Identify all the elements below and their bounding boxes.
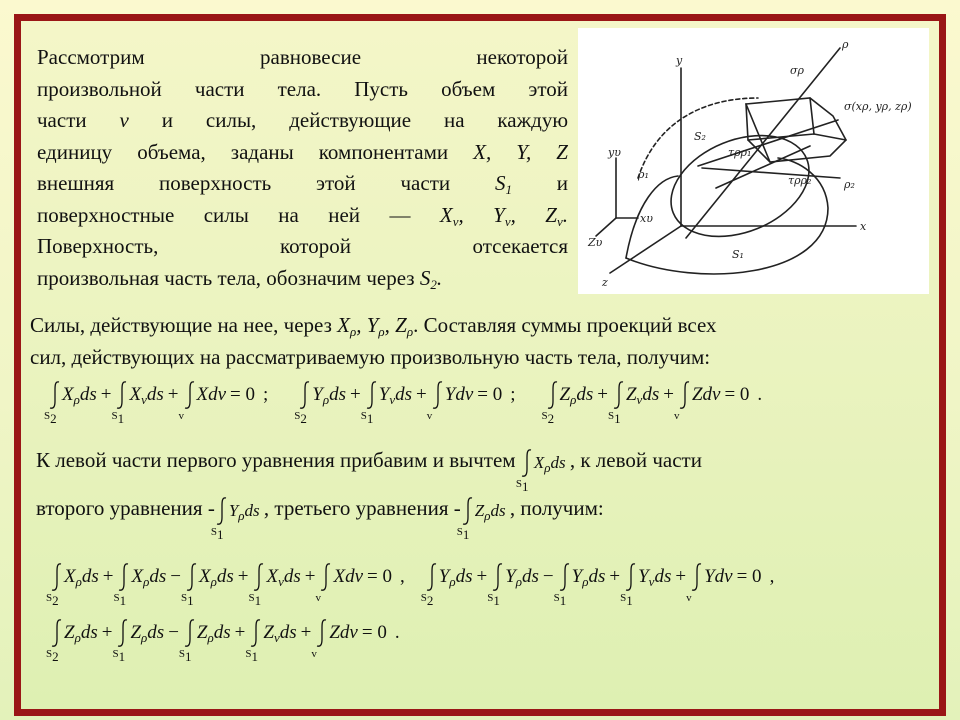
- integral-limit: $S_1$: [245, 648, 258, 664]
- operator: +: [476, 566, 488, 587]
- label-y: y: [676, 54, 683, 67]
- sub-2: 2: [430, 276, 437, 292]
- integrand: $X_v$: [266, 566, 284, 589]
- text-oboznachim: произвольная часть тела, обозначим через: [37, 265, 415, 290]
- integral-sign: [311, 618, 329, 660]
- integral-sign: [420, 562, 439, 608]
- label-xv: xυ: [640, 212, 653, 225]
- integral-sign: [178, 618, 197, 664]
- sym-xp: X: [337, 313, 350, 337]
- cont-line-2: сил, действующих на рассматриваемую произвольную часть тела, получим:: [30, 345, 711, 369]
- text-surface: внешняя поверхность этой части: [37, 171, 451, 195]
- integral-sign: [541, 380, 560, 426]
- inline-integral-z: [456, 500, 510, 543]
- differential: ds: [213, 622, 231, 643]
- integrand: $X_\rho$: [64, 566, 82, 589]
- operator: .: [757, 384, 763, 405]
- integral-sign: [487, 562, 505, 608]
- label-tau2: τρρ₂: [788, 174, 812, 187]
- var-v: v: [119, 108, 129, 132]
- differential: ds: [588, 566, 606, 587]
- operator: +: [597, 384, 608, 405]
- integral-limit: v: [426, 410, 433, 422]
- axis-z-line: [610, 226, 681, 273]
- differential: dv: [208, 384, 227, 405]
- integrand: $Y_\rho$: [228, 501, 245, 524]
- cont-line-1: Силы, действующие на нее, через $X_\rho$, $Y_\rho$, $Z_\rho$. Составляя суммы проекций всех: [30, 313, 717, 339]
- tau2-arrow-line: [702, 168, 840, 178]
- operator: +: [237, 566, 249, 587]
- add-sub-line-1: [36, 448, 702, 495]
- operator: +: [234, 622, 246, 643]
- integral-sign: [294, 380, 312, 426]
- differential: ds: [490, 501, 506, 521]
- add-sub-text-d: , третьего уравнения -: [263, 496, 461, 520]
- sym-yv: Y: [493, 202, 505, 227]
- intro-line-3: [37, 105, 568, 137]
- integral-limit: $S_1$: [112, 648, 126, 664]
- text-poverhnost: Поверхность,: [37, 234, 159, 258]
- integral-limit: v: [673, 410, 680, 422]
- differential: ds: [654, 566, 672, 587]
- continuation-paragraph: [30, 310, 920, 374]
- integral-sign: [315, 562, 333, 604]
- integral-limit: $S_2$: [44, 410, 57, 426]
- cont-text-b: . Составляя суммы проекций всех: [413, 313, 717, 337]
- operator: −: [168, 622, 179, 643]
- integrand: $Y_\rho$: [312, 384, 330, 407]
- operator: ,: [769, 566, 775, 587]
- differential: dv: [702, 384, 721, 405]
- equations-row-3: [46, 618, 404, 664]
- local-axis-z-line: [596, 218, 616, 236]
- integral-limit: $S_2$: [541, 410, 555, 426]
- differential: ds: [244, 501, 260, 521]
- integrand: $Z_v$: [263, 622, 280, 645]
- integral-limit: $S_1$: [607, 410, 621, 426]
- integral-limit: $S_1$: [553, 592, 567, 608]
- label-z: z: [602, 276, 608, 289]
- operator: = 0: [361, 622, 387, 643]
- integral-limit: $S_2$: [46, 592, 59, 608]
- integral-sign: [245, 618, 263, 664]
- operator: = 0: [367, 566, 392, 587]
- operator: +: [350, 384, 361, 405]
- integral-limit: $S_2$: [420, 592, 434, 608]
- operator: +: [675, 566, 687, 587]
- integral-sign: [111, 380, 129, 426]
- operator: +: [101, 622, 113, 643]
- equations-row-2: [46, 562, 778, 608]
- integral-limit: $S_1$: [210, 526, 224, 543]
- intro-line-4: [37, 137, 568, 169]
- operator: −: [170, 566, 181, 587]
- integral-sign: [113, 562, 131, 608]
- differential: ds: [279, 622, 297, 643]
- operator: +: [416, 384, 427, 405]
- sym-zv: Z: [545, 202, 557, 227]
- integral-sign: [44, 380, 62, 426]
- sym-zp: Z: [395, 313, 407, 337]
- components-xyz: X, Y, Z: [473, 139, 568, 164]
- add-sub-line-2: [36, 496, 604, 543]
- integrand: Y: [704, 566, 715, 587]
- sub-rho-z: ρ: [406, 324, 414, 339]
- label-x: x: [860, 220, 867, 233]
- differential: dv: [345, 566, 364, 587]
- integrand: $Y_\rho$: [505, 566, 523, 589]
- integral-limit: $S_1$: [111, 410, 125, 426]
- label-zv: Zυ: [588, 236, 603, 249]
- integral-sign: [210, 496, 229, 543]
- differential: ds: [146, 384, 164, 405]
- integral-sign: [456, 496, 475, 543]
- differential: ds: [149, 566, 167, 587]
- text-chasti: части: [37, 108, 87, 132]
- text-surface-forces: поверхностные силы на ней —: [37, 202, 411, 227]
- integral-sign: [248, 562, 266, 608]
- integrand: Y: [444, 384, 456, 405]
- differential: ds: [283, 566, 301, 587]
- operator: −: [542, 566, 554, 587]
- operator: = 0: [477, 384, 503, 405]
- integrand: $Y_v$: [638, 566, 655, 589]
- cont-text-a: Силы, действующие на нее, через: [30, 313, 332, 337]
- integral-limit: $S_1$: [487, 592, 500, 608]
- stress-diagram-svg: [578, 28, 929, 294]
- differential: ds: [642, 384, 660, 405]
- integral-sign: [607, 380, 626, 426]
- text-otsekaetsya: отсекается: [472, 234, 568, 258]
- integrand: Z: [691, 384, 703, 405]
- sub-v-y: v: [504, 213, 511, 229]
- sub-v-x: v: [452, 213, 459, 229]
- operator: +: [300, 622, 312, 643]
- operator: = 0: [736, 566, 762, 587]
- integral-sign: [46, 562, 64, 608]
- inline-integral-y: [210, 500, 264, 543]
- intro-line-5: [37, 168, 568, 200]
- intro-line-6: поверхностные силы на ней — $X_v$, $Y_v$, $Z_v$.: [37, 202, 569, 229]
- integrand: $X_\rho$: [533, 453, 551, 476]
- integral-limit: $S_1$: [178, 648, 192, 664]
- label-s1: S₁: [732, 248, 744, 261]
- sym-s1: S: [494, 171, 506, 195]
- integrand: $Y_v$: [378, 384, 396, 407]
- label-tau1: τρρ₁: [728, 146, 752, 159]
- operator: +: [167, 384, 179, 405]
- operator: = 0: [230, 384, 256, 405]
- label-point: σ(xρ, yρ, zρ): [844, 100, 912, 113]
- text-forces: и силы, действующие на каждую: [161, 108, 569, 132]
- text-components: единицу объема, заданы компонентами: [37, 139, 449, 164]
- integrand: $Z_\rho$: [64, 622, 81, 645]
- integral-limit: v: [315, 592, 321, 604]
- integral-limit: $S_1$: [180, 592, 194, 608]
- intro-line-8: произвольная часть тела, обозначим через $S_2$.: [37, 265, 443, 292]
- integral-limit: $S_1$: [360, 410, 374, 426]
- integrand: X: [196, 384, 209, 405]
- integral-sign: [46, 618, 64, 664]
- sub-rho-x: ρ: [349, 324, 357, 339]
- intro-line-7: [37, 231, 568, 263]
- differential: dv: [455, 384, 474, 405]
- integrand: X: [333, 566, 346, 587]
- integral-sign: [553, 562, 572, 608]
- operator: +: [304, 566, 316, 587]
- differential: ds: [395, 384, 413, 405]
- differential: ds: [216, 566, 234, 587]
- integrand: $Z_v$: [625, 384, 643, 407]
- integral-limit: $S_1$: [248, 592, 262, 608]
- operator: +: [609, 566, 621, 587]
- integrand: $X_\rho$: [62, 384, 80, 407]
- integral-sign: [360, 380, 379, 426]
- label-s2: S₂: [694, 130, 706, 143]
- add-sub-text-e: , получим:: [509, 496, 604, 520]
- sym-yp: Y: [366, 313, 379, 337]
- integral-sign: [112, 618, 130, 664]
- integrand: $Z_\rho$: [559, 384, 577, 407]
- integral-sign: [620, 562, 638, 608]
- differential: ds: [79, 384, 97, 405]
- integral-sign: [686, 562, 704, 604]
- integral-limit: $S_2$: [46, 648, 59, 664]
- sub-v-z: v: [556, 213, 563, 229]
- integral-limit: v: [178, 410, 184, 422]
- integrand: Z: [329, 622, 340, 643]
- integral-limit: $S_1$: [113, 592, 127, 608]
- integrand: $Y_\rho$: [571, 566, 589, 589]
- add-sub-text-a: К левой части первого уравнения прибавим и вычтем: [36, 448, 516, 472]
- integral-limit: $S_1$: [456, 526, 470, 543]
- differential: ds: [576, 384, 594, 405]
- integral-sign: [515, 448, 534, 495]
- integrand: $X_\rho$: [131, 566, 150, 589]
- sym-s2: S: [419, 265, 431, 290]
- differential: dv: [714, 566, 733, 587]
- operator: +: [102, 566, 114, 587]
- integrand: $Y_\rho$: [438, 566, 456, 589]
- differential: ds: [455, 566, 473, 587]
- differential: ds: [147, 622, 165, 643]
- sym-xv: X: [439, 202, 453, 227]
- operator: +: [100, 384, 112, 405]
- label-sigma-rho: σρ: [790, 64, 804, 77]
- integral-sign: [180, 562, 199, 608]
- label-rho: ρ: [842, 38, 849, 51]
- differential: ds: [329, 384, 347, 405]
- operator: +: [663, 384, 674, 405]
- differential: ds: [522, 566, 539, 587]
- operator: ;: [263, 384, 269, 405]
- stress-diagram: [578, 28, 929, 294]
- integral-limit: $S_1$: [515, 478, 529, 495]
- integrand: $Z_\rho$: [130, 622, 148, 645]
- differential: ds: [81, 566, 99, 587]
- intro-line-1: Рассмотрим равновесие некоторой: [37, 45, 568, 69]
- add-sub-text-c: второго уравнения -: [36, 496, 215, 520]
- differential: ds: [80, 622, 98, 643]
- intro-line-2: произвольной части тела. Пусть объем этой: [37, 76, 568, 101]
- integrand: $Z_\rho$: [474, 501, 491, 524]
- sub-rho-y: ρ: [378, 324, 385, 339]
- operator: ;: [510, 384, 516, 405]
- integrand: $X_\rho$: [198, 566, 217, 589]
- equations-row-1: [44, 380, 766, 426]
- differential: ds: [550, 453, 566, 473]
- integrand: $X_v$: [129, 384, 147, 407]
- sub-1: 1: [505, 182, 512, 197]
- integral-sign: [673, 380, 692, 422]
- text-i: и: [556, 171, 569, 195]
- label-rho1: ρ₁: [638, 168, 649, 181]
- differential: dv: [339, 622, 358, 643]
- operator: .: [394, 622, 400, 643]
- text-kotoroy: которой: [279, 234, 351, 258]
- label-yv: yυ: [608, 146, 621, 159]
- integral-limit: $S_1$: [620, 592, 633, 608]
- inline-integral-x: [515, 452, 570, 495]
- add-sub-text-b: , к левой части: [569, 448, 702, 472]
- integral-limit: v: [686, 592, 692, 604]
- operator: = 0: [724, 384, 750, 405]
- integral-limit: v: [311, 648, 317, 660]
- integral-sign: [178, 380, 197, 422]
- label-rho2: ρ₂: [844, 178, 855, 191]
- integral-sign: [426, 380, 445, 422]
- integral-limit: $S_2$: [294, 410, 307, 426]
- intro-paragraph: [37, 42, 568, 294]
- integrand: $Z_\rho$: [196, 622, 214, 645]
- operator: ,: [399, 566, 405, 587]
